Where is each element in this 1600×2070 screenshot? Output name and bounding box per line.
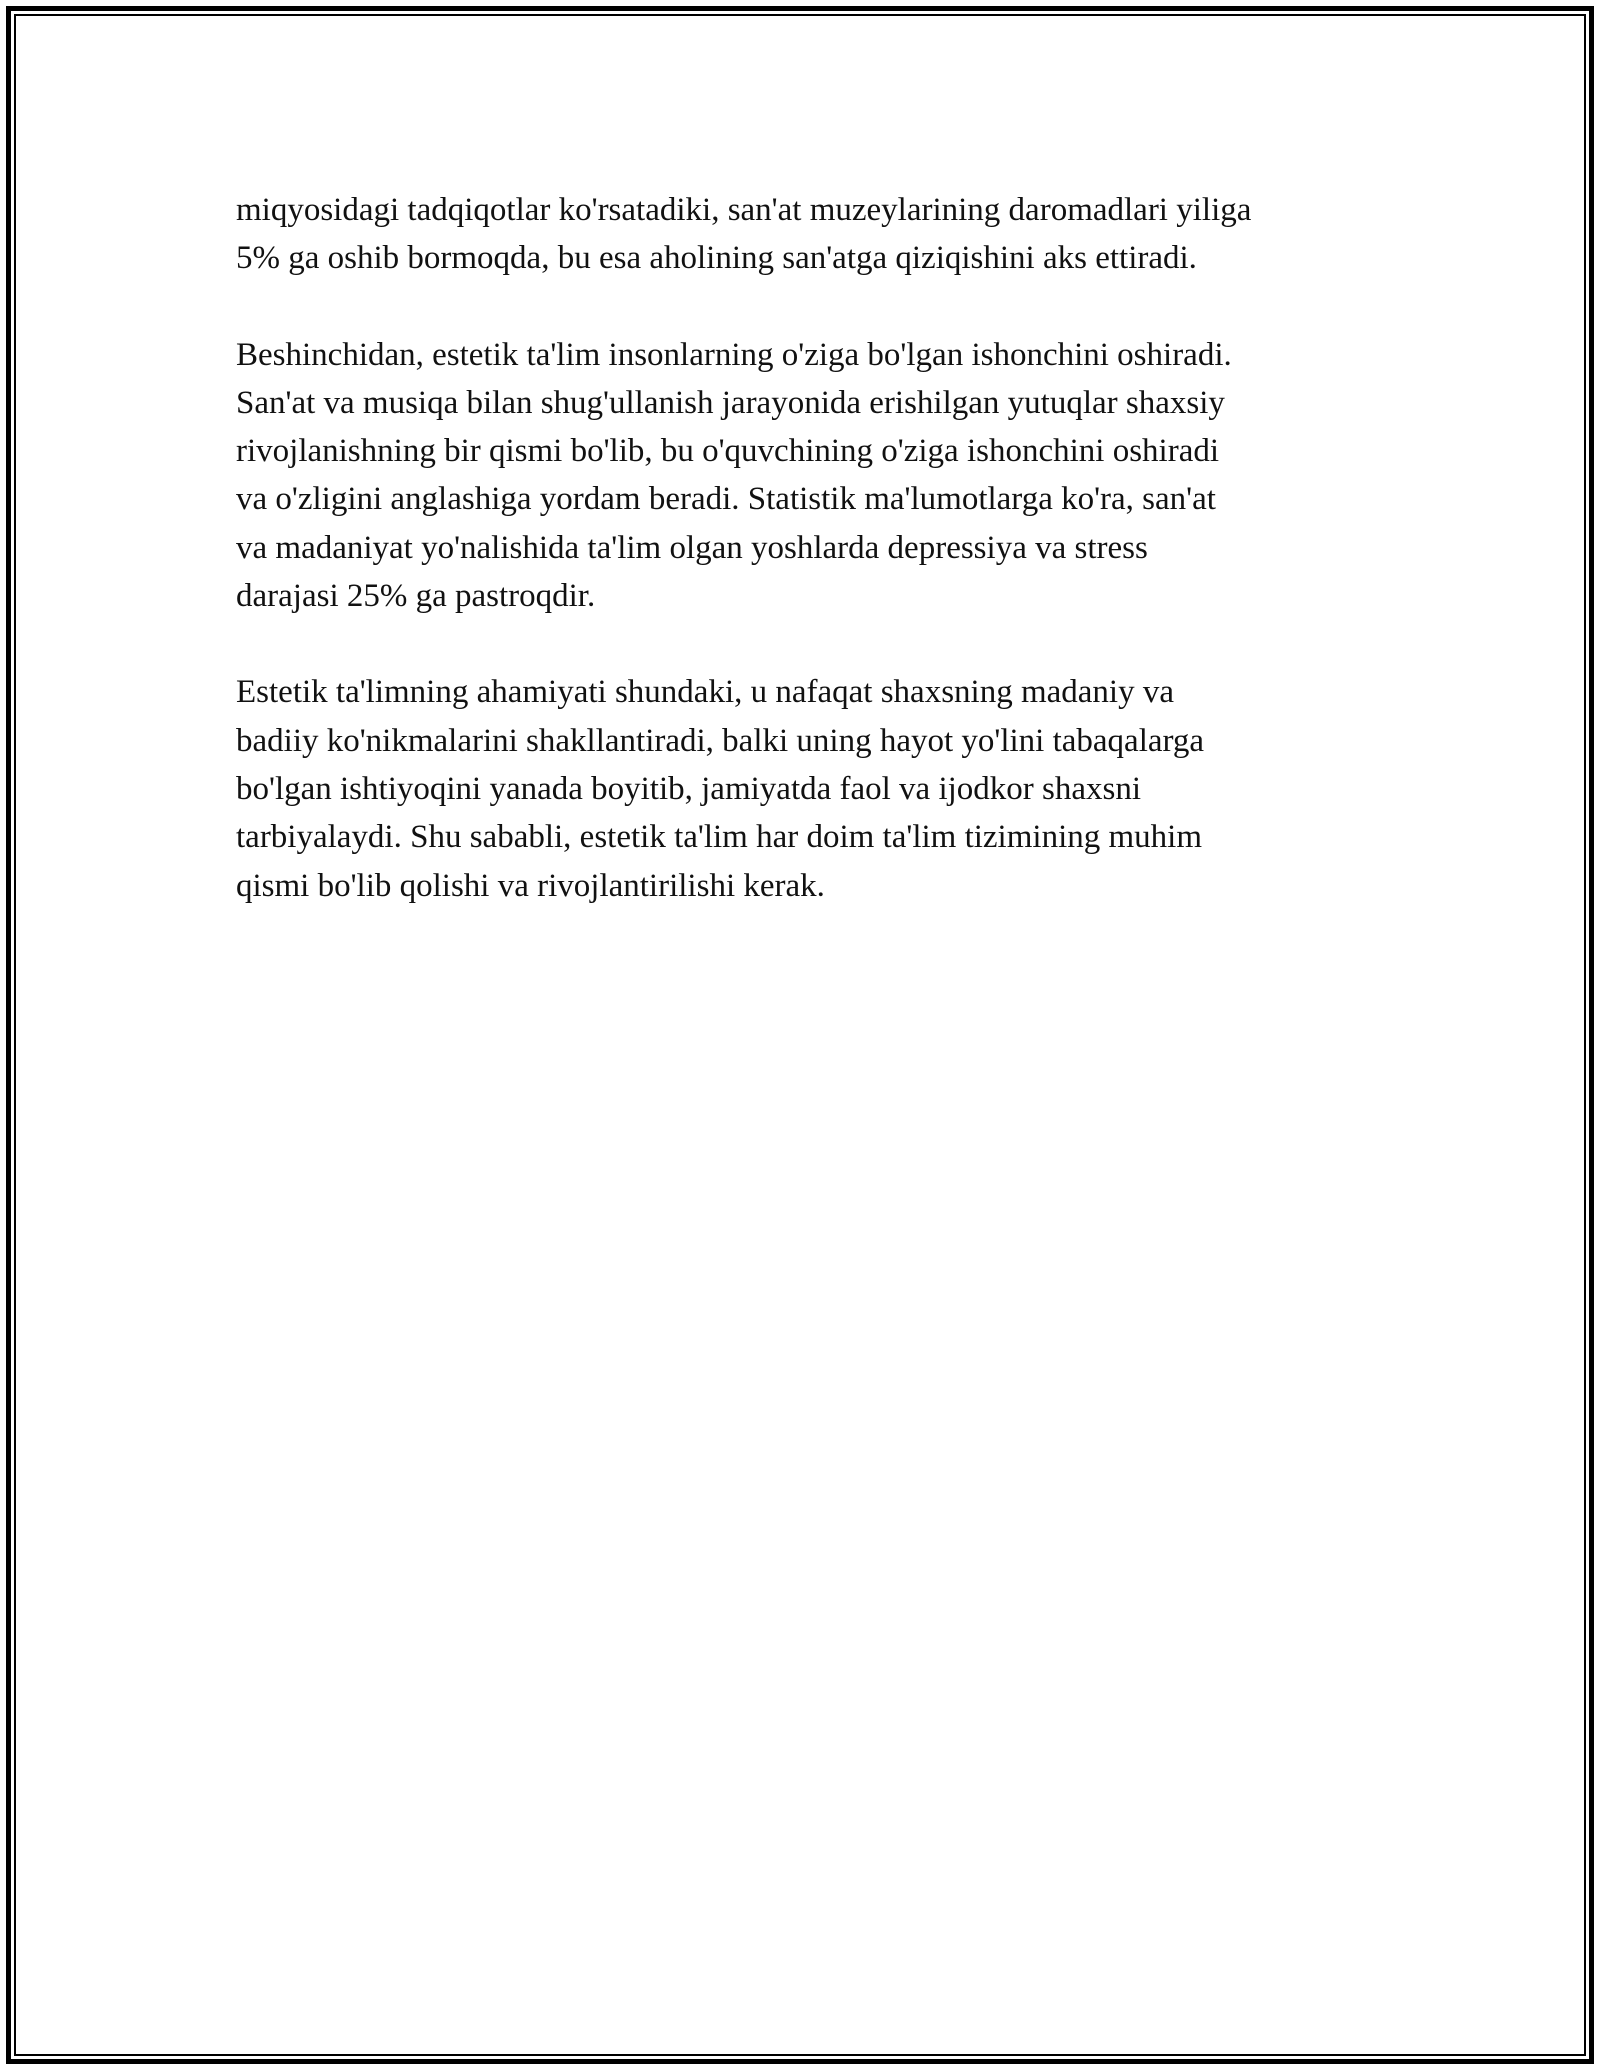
- paragraph-conclusion: Estetik ta'limning ahamiyati shundaki, u nafaqat shaxsning madaniy va badiiy ko'nikmalarini shakllantiradi, balki uning hayot yo'lini tabaqalarga bo'lgan ishtiyoqini yanada boyitib, jamiyatda faol va ijodkor shaxsni tarbiyalaydi. Shu sababli, estetik ta'lim har doim ta'lim tizimining muhim qismi bo'lib qolishi va rivojlantirilishi kerak.: [236, 674, 1205, 904]
- document-body: [236, 186, 1386, 958]
- paragraph-confidence: Beshinchidan, estetik ta'lim insonlarning o'ziga bo'lgan ishonchini oshiradi. San'at va musiqa bilan shug'ullanish jarayonida erishilgan yutuqlar shaxsiy rivojlanishning bir qismi bo'lib, bu o'quvchining o'ziga ishonchini oshiradi va o'zligini anglashiga yordam beradi. Statistik ma'lumotlarga ko'ra, san'at va madaniyat yo'nalishida ta'lim olgan yoshlarda depressiya va stress darajasi 25% ga pastroqdir.: [236, 336, 1232, 615]
- paragraph-continuation: miqyosidagi tadqiqotlar ko'rsatadiki, san'at muzeylarining daromadlari yiliga 5% ga oshib bormoqda, bu esa aholining san'atga qiziqishini aks ettiradi.: [236, 192, 1252, 277]
